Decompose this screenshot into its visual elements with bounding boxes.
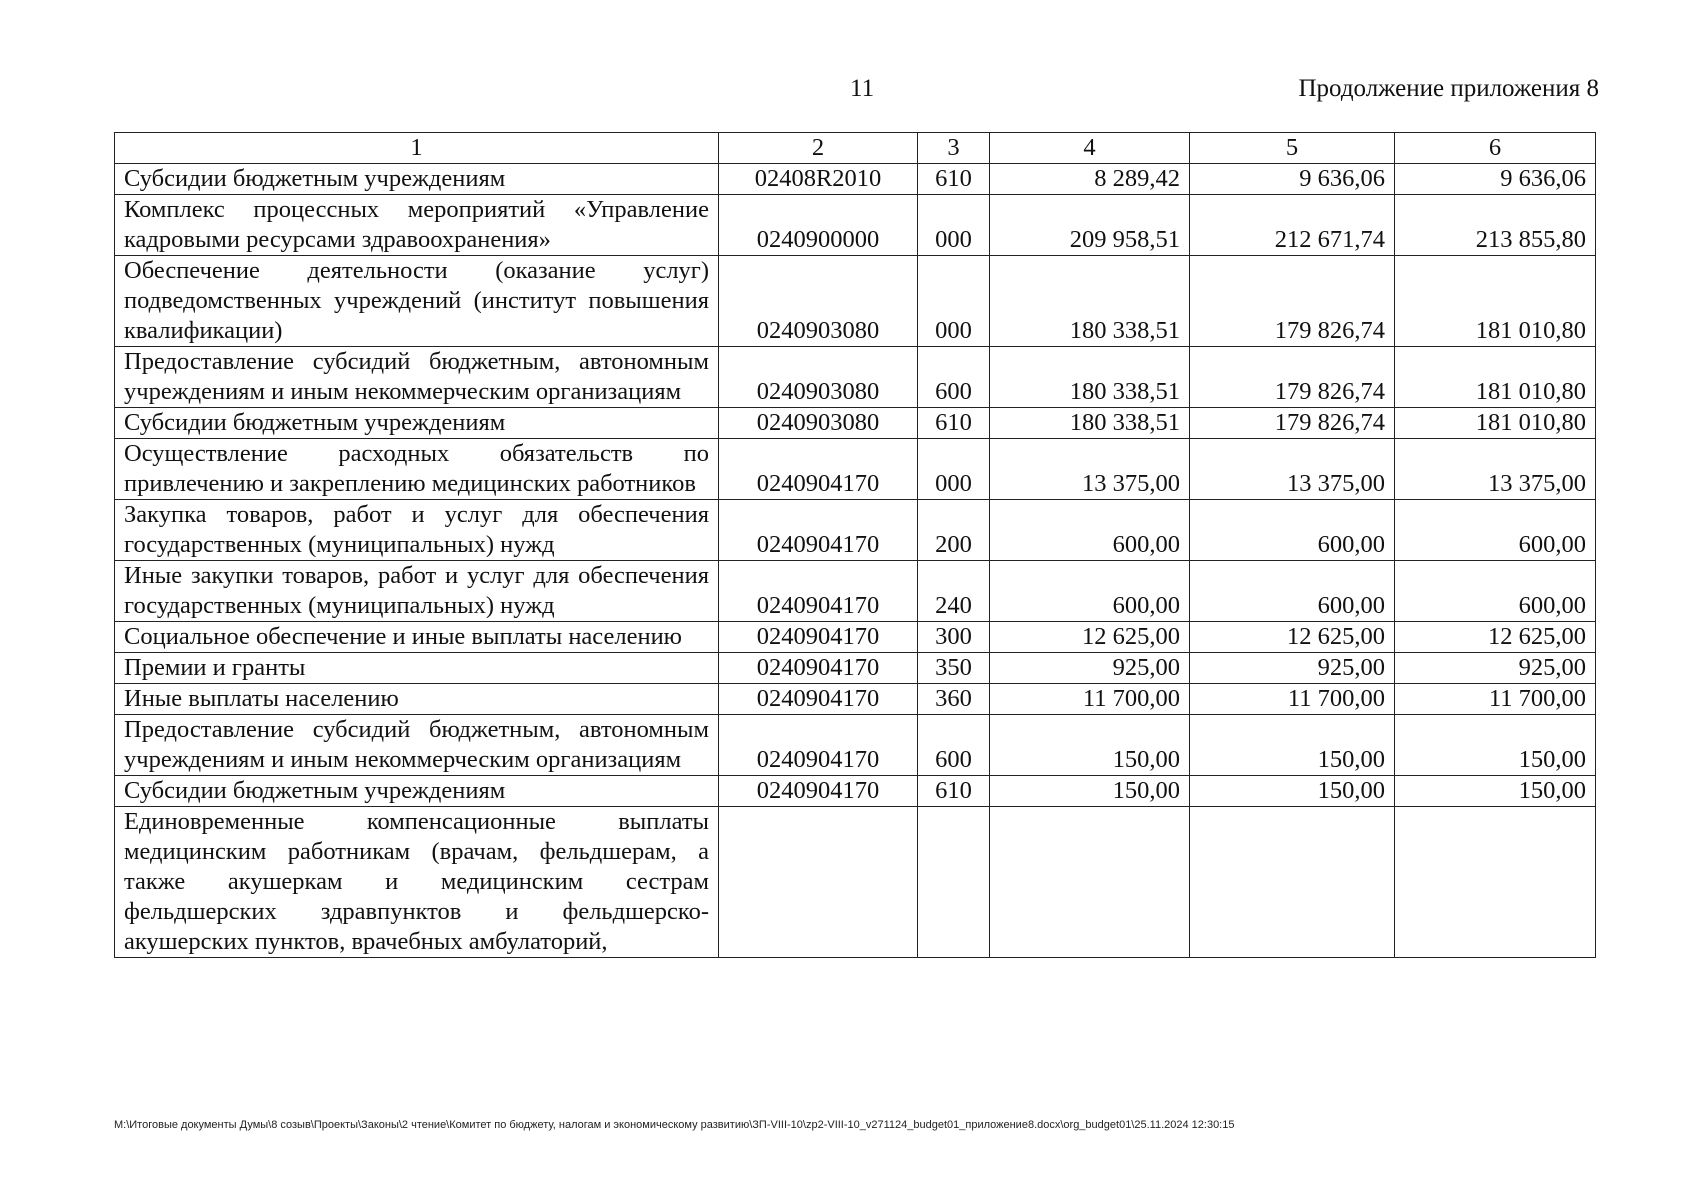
row-code: 0240900000 — [719, 195, 918, 256]
row-expense-type: 600 — [918, 715, 990, 776]
row-value-col4: 8 289,42 — [990, 164, 1190, 195]
row-value-col4: 180 338,51 — [990, 256, 1190, 347]
row-value-col5 — [1190, 807, 1395, 958]
row-expense-type: 600 — [918, 347, 990, 408]
table-row — [115, 684, 1596, 715]
column-header: 3 — [918, 133, 990, 164]
row-code: 0240904170 — [719, 776, 918, 807]
column-header: 6 — [1395, 133, 1596, 164]
row-expense-type: 000 — [918, 439, 990, 500]
column-header: 2 — [719, 133, 918, 164]
row-expense-type: 350 — [918, 653, 990, 684]
row-value-col6: 600,00 — [1395, 500, 1596, 561]
row-value-col5: 12 625,00 — [1190, 622, 1395, 653]
row-value-col4: 925,00 — [990, 653, 1190, 684]
table-row — [115, 164, 1596, 195]
row-value-col6: 11 700,00 — [1395, 684, 1596, 715]
file-path-footer: M:\Итоговые документы Думы\8 созыв\Проекты\Законы\2 чтение\Комитет по бюджету, налогам и экономическому развитию\ЗП-VIII-10\zp2-VIII-10_v271124_budget01_приложение8.docx\org_budget01\25.11.2024 12:30:15 — [114, 1119, 1235, 1131]
row-value-col5: 925,00 — [1190, 653, 1395, 684]
row-value-col6: 150,00 — [1395, 715, 1596, 776]
table-row — [115, 622, 1596, 653]
row-expense-type: 200 — [918, 500, 990, 561]
row-name: Единовременные компенсационные выплаты медицинским работникам (врачам, фельдшерам, а также акушеркам и медицинским сестрам фельдшерских здравпунктов и фельдшерско-акушерских пунктов, врачебных амбулаторий, — [115, 807, 719, 958]
row-expense-type: 000 — [918, 195, 990, 256]
row-value-col4: 600,00 — [990, 561, 1190, 622]
row-value-col5: 179 826,74 — [1190, 408, 1395, 439]
row-name: Иные закупки товаров, работ и услуг для обеспечения государственных (муниципальных) нужд — [115, 561, 719, 622]
row-name: Иные выплаты населению — [115, 684, 719, 715]
row-name: Субсидии бюджетным учреждениям — [115, 776, 719, 807]
row-value-col6: 600,00 — [1395, 561, 1596, 622]
row-expense-type: 610 — [918, 408, 990, 439]
row-value-col5: 150,00 — [1190, 715, 1395, 776]
row-name: Комплекс процессных мероприятий «Управление кадровыми ресурсами здравоохранения» — [115, 195, 719, 256]
row-expense-type: 610 — [918, 776, 990, 807]
table-row — [115, 653, 1596, 684]
row-name: Субсидии бюджетным учреждениям — [115, 408, 719, 439]
row-code: 0240904170 — [719, 684, 918, 715]
column-header: 5 — [1190, 133, 1395, 164]
row-value-col5: 13 375,00 — [1190, 439, 1395, 500]
row-code: 0240904170 — [719, 622, 918, 653]
row-name: Премии и гранты — [115, 653, 719, 684]
row-name: Обеспечение деятельности (оказание услуг) подведомственных учреждений (институт повышения квалификации) — [115, 256, 719, 347]
row-name: Предоставление субсидий бюджетным, автономным учреждениям и иным некоммерческим организациям — [115, 347, 719, 408]
row-code: 0240904170 — [719, 439, 918, 500]
row-value-col4: 209 958,51 — [990, 195, 1190, 256]
page-number: 11 — [850, 75, 875, 102]
row-name: Предоставление субсидий бюджетным, автономным учреждениям и иным некоммерческим организациям — [115, 715, 719, 776]
row-value-col6: 213 855,80 — [1395, 195, 1596, 256]
row-value-col6: 181 010,80 — [1395, 256, 1596, 347]
row-code: 0240903080 — [719, 347, 918, 408]
row-code: 0240903080 — [719, 408, 918, 439]
row-value-col5: 600,00 — [1190, 500, 1395, 561]
row-value-col5: 11 700,00 — [1190, 684, 1395, 715]
row-expense-type: 610 — [918, 164, 990, 195]
row-value-col6 — [1395, 807, 1596, 958]
table-row-continued — [115, 807, 1596, 958]
row-code: 0240904170 — [719, 653, 918, 684]
table-row — [115, 715, 1596, 776]
row-code: 0240904170 — [719, 561, 918, 622]
table-row — [115, 439, 1596, 500]
row-value-col6: 13 375,00 — [1395, 439, 1596, 500]
row-name: Субсидии бюджетным учреждениям — [115, 164, 719, 195]
row-code — [719, 807, 918, 958]
row-name: Закупка товаров, работ и услуг для обеспечения государственных (муниципальных) нужд — [115, 500, 719, 561]
row-value-col4: 150,00 — [990, 776, 1190, 807]
row-value-col6: 150,00 — [1395, 776, 1596, 807]
row-value-col6: 181 010,80 — [1395, 408, 1596, 439]
row-expense-type: 000 — [918, 256, 990, 347]
row-value-col6: 925,00 — [1395, 653, 1596, 684]
table-row — [115, 195, 1596, 256]
table-row — [115, 347, 1596, 408]
table-row — [115, 256, 1596, 347]
row-expense-type: 300 — [918, 622, 990, 653]
row-code: 02408R2010 — [719, 164, 918, 195]
row-value-col5: 150,00 — [1190, 776, 1395, 807]
row-code: 0240903080 — [719, 256, 918, 347]
row-name: Социальное обеспечение и иные выплаты населению — [115, 622, 719, 653]
row-code: 0240904170 — [719, 500, 918, 561]
row-value-col5: 212 671,74 — [1190, 195, 1395, 256]
row-value-col4: 600,00 — [990, 500, 1190, 561]
table-row — [115, 561, 1596, 622]
row-value-col4: 11 700,00 — [990, 684, 1190, 715]
budget-table — [114, 132, 1596, 958]
row-expense-type: 240 — [918, 561, 990, 622]
column-header: 4 — [990, 133, 1190, 164]
row-value-col5: 9 636,06 — [1190, 164, 1395, 195]
row-value-col4 — [990, 807, 1190, 958]
budget-table-body — [115, 164, 1596, 958]
row-value-col4: 180 338,51 — [990, 408, 1190, 439]
row-value-col6: 181 010,80 — [1395, 347, 1596, 408]
column-number-row — [115, 133, 1596, 164]
row-value-col4: 13 375,00 — [990, 439, 1190, 500]
row-value-col5: 179 826,74 — [1190, 256, 1395, 347]
row-expense-type: 360 — [918, 684, 990, 715]
table-row — [115, 408, 1596, 439]
column-header: 1 — [115, 133, 719, 164]
appendix-caption: Продолжение приложения 8 — [1298, 75, 1599, 102]
row-value-col6: 12 625,00 — [1395, 622, 1596, 653]
row-expense-type — [918, 807, 990, 958]
row-name: Осуществление расходных обязательств по привлечению и закреплению медицинских работников — [115, 439, 719, 500]
row-value-col4: 150,00 — [990, 715, 1190, 776]
row-value-col6: 9 636,06 — [1395, 164, 1596, 195]
table-row — [115, 776, 1596, 807]
row-value-col5: 600,00 — [1190, 561, 1395, 622]
row-value-col4: 12 625,00 — [990, 622, 1190, 653]
row-code: 0240904170 — [719, 715, 918, 776]
row-value-col5: 179 826,74 — [1190, 347, 1395, 408]
table-row — [115, 500, 1596, 561]
row-value-col4: 180 338,51 — [990, 347, 1190, 408]
